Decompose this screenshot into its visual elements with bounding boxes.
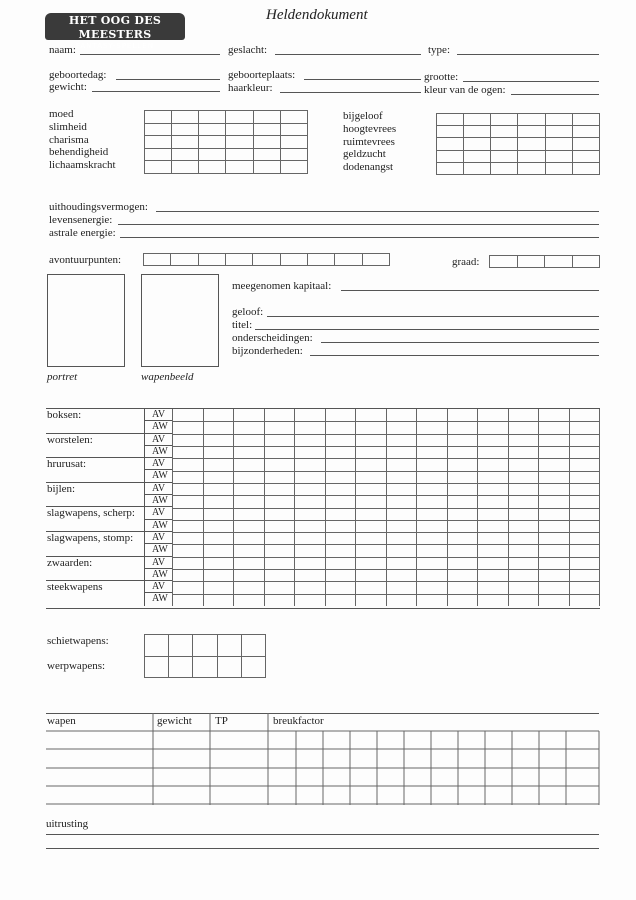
geslacht-label: geslacht: — [228, 44, 268, 56]
weapon-label-boksen: boksen: — [47, 409, 82, 421]
geloof-field[interactable] — [267, 316, 599, 317]
weapon-row-worstelen — [46, 434, 144, 459]
aw-label: AW — [145, 446, 172, 458]
attr-lichaamskracht: lichaamskracht — [49, 159, 116, 172]
naam-field[interactable] — [80, 54, 220, 55]
uithouding-field[interactable] — [156, 211, 599, 212]
wapenbeeld-box[interactable] — [141, 274, 219, 367]
gewicht-label: gewicht: — [49, 81, 87, 93]
grootte-field[interactable] — [463, 81, 599, 82]
avontuurpunten-grid[interactable] — [143, 253, 390, 266]
attr-geldzucht: geldzucht — [343, 148, 386, 161]
positive-attributes-list — [49, 108, 116, 172]
attr-moed: moed — [49, 108, 74, 120]
av-label: AV — [145, 557, 172, 569]
weapon-label-worstelen: worstelen: — [47, 433, 93, 446]
aw-label: AW — [145, 470, 172, 482]
av-label: AV — [145, 434, 172, 446]
weapon-label-bijlen: bijlen: — [47, 482, 76, 495]
aw-label: AW — [145, 421, 172, 433]
graad-label: graad: — [452, 256, 480, 268]
tp-header: TP — [215, 715, 228, 727]
av-label: AV — [145, 532, 172, 544]
ranged-grid[interactable] — [144, 634, 266, 678]
weapon-label-steekwapens: steekwapens — [47, 581, 103, 594]
onderscheidingen-label: onderscheidingen: — [232, 332, 313, 344]
attr-slimheid: slimheid — [49, 120, 87, 133]
geboorteplaats-label: geboorteplaats: — [228, 69, 296, 81]
weapon-row-boksen — [46, 409, 144, 434]
astrale-field[interactable] — [120, 237, 599, 238]
weapon-label-hrurusat: hrurusat: — [47, 458, 87, 471]
attr-charisma: charisma — [49, 133, 89, 146]
type-field[interactable] — [457, 54, 599, 55]
type-label: type: — [428, 44, 450, 56]
gewicht-header: gewicht — [157, 715, 192, 727]
onderscheidingen-field[interactable] — [321, 342, 599, 343]
grootte-label: grootte: — [424, 71, 459, 83]
kapitaal-field[interactable] — [341, 290, 599, 291]
av-label: AV — [145, 458, 172, 470]
av-label: AV — [145, 581, 172, 593]
aw-label: AW — [145, 520, 172, 532]
portret-box[interactable] — [47, 274, 125, 367]
graad-grid[interactable] — [489, 255, 600, 268]
av-label: AV — [145, 409, 172, 421]
geslacht-field[interactable] — [275, 54, 421, 55]
attr-ruimtevrees: ruimtevrees — [343, 135, 395, 148]
combat-weapon-list — [46, 409, 144, 606]
uitrusting-line-1[interactable] — [46, 834, 599, 835]
weapon-row-bijlen — [46, 483, 144, 508]
kapitaal-label: meegenomen kapitaal: — [232, 280, 332, 292]
attr-bijgeloof: bijgeloof — [343, 110, 383, 122]
levensenergie-label: levensenergie: — [49, 214, 113, 226]
astrale-label: astrale energie: — [49, 227, 116, 239]
negative-attributes-grid[interactable] — [436, 113, 600, 175]
naam-label: naam: — [49, 44, 76, 56]
av-label: AV — [145, 483, 172, 495]
positive-attributes-grid[interactable] — [144, 110, 308, 174]
geboorteplaats-field[interactable] — [304, 79, 421, 80]
weapon-label-zwaarden: zwaarden: — [47, 556, 93, 569]
attr-dodenangst: dodenangst — [343, 161, 394, 174]
gewicht-field[interactable] — [92, 91, 220, 92]
aw-label: AW — [152, 593, 168, 605]
aw-label: AW — [145, 544, 172, 556]
av-label: AV — [145, 507, 172, 519]
attr-hoogtevrees: hoogtevrees — [343, 122, 397, 135]
weapon-label-slagwapens-scherp: slagwapens, scherp: — [47, 507, 135, 520]
breukfactor-header: breukfactor — [273, 715, 324, 727]
attr-behendigheid: behendigheid — [49, 146, 109, 159]
weapon-table-grid[interactable] — [46, 713, 600, 805]
haarkleur-field[interactable] — [280, 92, 421, 93]
logo-title: HET OOG DES MEESTERS — [68, 14, 162, 41]
bijzonderheden-field[interactable] — [310, 355, 599, 356]
portret-label: portret — [47, 371, 78, 383]
av-aw-column — [144, 409, 173, 606]
werpwapens-label: werpwapens: — [47, 660, 106, 672]
haarkleur-label: haarkleur: — [228, 82, 273, 94]
wapenbeeld-label: wapenbeeld — [141, 371, 194, 383]
weapon-row-zwaarden — [46, 557, 144, 582]
schietwapens-label: schietwapens: — [47, 635, 109, 647]
levensenergie-field[interactable] — [118, 224, 599, 225]
negative-attributes-list — [343, 110, 396, 174]
geboortedag-field[interactable] — [116, 79, 220, 80]
titel-field[interactable] — [255, 329, 599, 330]
weapon-row-steekwapens — [46, 581, 144, 606]
geboortedag-label: geboortedag: — [49, 69, 107, 81]
uitrusting-line-2[interactable] — [46, 848, 599, 849]
uithouding-label: uithoudingsvermogen: — [49, 201, 148, 213]
bijzonderheden-label: bijzonderheden: — [232, 345, 303, 357]
geloof-label: geloof: — [232, 306, 264, 318]
weapon-row-hrurusat — [46, 458, 144, 483]
avontuurpunten-label: avontuurpunten: — [49, 254, 122, 266]
page-title: Heldendokument — [266, 7, 368, 23]
combat-grid[interactable] — [172, 409, 600, 607]
weapon-label-slagwapens-stomp: slagwapens, stomp: — [47, 531, 134, 544]
kleur-ogen-label: kleur van de ogen: — [424, 84, 506, 96]
weapon-row-slagwapens-stomp — [46, 532, 144, 557]
weapon-row-slagwapens-scherp — [46, 507, 144, 532]
aw-label: AW — [145, 495, 172, 507]
titel-label: titel: — [232, 319, 253, 331]
logo-subtitle: FANTASY-SPELLEN — [76, 42, 154, 50]
aw-label: AW — [145, 569, 172, 581]
uitrusting-label: uitrusting — [46, 818, 89, 830]
wapen-header: wapen — [47, 715, 76, 727]
kleur-ogen-field[interactable] — [511, 94, 599, 95]
